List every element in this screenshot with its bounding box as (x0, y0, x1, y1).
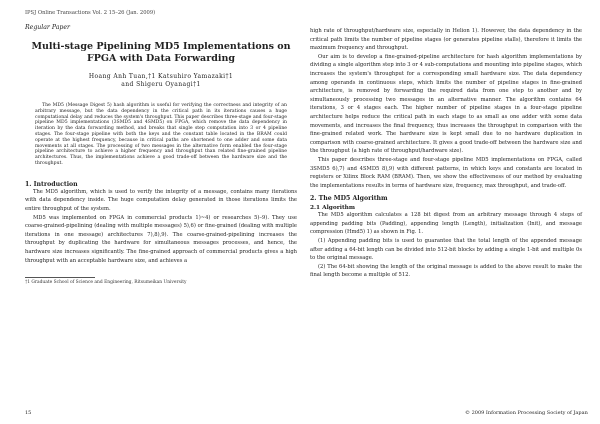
body-paragraph-1: high rate of throughput/hardware size, especially in Helion 1). However, the data dependency in the critical path limits the number of pipeline stages (or generates pipeline stalls), therefore it limits the maximum frequency and throughput. (310, 28, 582, 52)
paper-title: Multi-stage Pipelining MD5 Implementations on FPGA with Data Forwarding (31, 41, 291, 64)
intro-paragraph-2: MD5 was implemented on FPGA in commercial products 1)~4) or researches 5)–9). They use coarse-grained-pipelining (dealing with multiple messages) 5),6) or fine-grained (dealing with multiple iterations in one message) architectures 7),8),9). The coarse-grained-pipelining increases the throughput by duplicating the hardware for simultaneous messages processes, and hence, the hardware size increases significantly. The fine-grained approach of commercial products gives a high throughput with an acceptable hardware size, and achieves a (25, 214, 297, 264)
section-1-heading: 1. Introduction (25, 180, 78, 188)
footnote: †1 Graduate School of Science and Engineering, Ritsumeikan University (25, 280, 187, 286)
right-column (310, 27, 582, 280)
author-list (25, 73, 297, 89)
section-2-heading: 2. The MD5 Algorithm (310, 195, 388, 203)
subsection-2-1-heading: 2.1 Algorithm (310, 205, 356, 212)
intro-paragraph-1: The MD5 algorithm, which is used to verify the integrity of a message, contains many iterations with data dependency inside. The huge computation delay generated in those iterations limits the entire throughput of the system. (25, 188, 297, 212)
author-line-2: and Shigeru Oyanagi†1 (121, 81, 201, 88)
copyright-notice: © 2009 Information Processing Society of Japan (465, 410, 588, 416)
algorithm-paragraph-1: The MD5 algorithm calculates a 128 bit digest from an arbitrary message through 4 steps of appending padding bits (Padding), appending length (Length), initialization (Init), and message compression (Hmd5) 1) as shown in Fig. 1. (310, 212, 582, 236)
footnote-divider (25, 277, 95, 278)
paper-category: Regular Paper (25, 24, 71, 31)
journal-header: IPSJ Online Transactions Vol. 2 15–26 (Jan. 2009) (25, 10, 156, 16)
abstract: The MD5 (Message Digest 5) hash algorithm is useful for verifying the correctness and integrity of an arbitrary message, but the data dependency in the critical path in its iterations causes a huge computational delay and reduces the system's throughput. This paper describes three-stage and four-stage pipeline MD5 implementations (3SMD5 and 4SMD5) on FPGA, which remove the data dependency in iteration by the data forwarding method, and breaks that single step computation into 3 or 4 pipeline stages. The four-stage pipeline with both the keys and the constant table located in the BRAM could operate at the highest frequency, because in critical paths are shortened to one adder and some data movements at all stages. The processing of two messages in the alternative form enabled the four-stage pipeline architecture to achieve a higher frequency and throughput than related fine-grained pipeline architectures. Thus, the implementations achieve a good trade-off between the hardware size and the throughput. (35, 103, 287, 166)
author-line-1: Hoang Anh Tuan,†1 Katsuhiro Yamazaki†1 (88, 73, 234, 80)
body-paragraph-2: Our aim is to develop a fine-grained-pipeline architecture for hash algorithm implementations by dividing a single algorithm step into 3 or 4 sub-computations and mounting into pipeline stages, which increases the system's throughput for a corresponding small hardware size. The data dependency among operands in continuous steps, which limits the number of pipeline stages in fine-grained architecture, is removed by forwarding the required data from one step to another and by simultaneously processing two messages in an alternative manner. The algorithm contains 64 iterations, 3 or 4 stages each. The higher number of pipeline stages in a four-stage pipeline architecture helps reduce the critical path in each stage to as small as one adder with some data movements, and increases the final frequency, thus increases the throughput in comparison with the fine-grained related work. The hardware size is kept small due to no hardware duplication in comparison with coarse-grained architecture. It gives a good trade-off between the hardware size and the throughput (a high rate of throughput/hardware size). (310, 53, 582, 155)
left-column (25, 10, 297, 285)
body-paragraph-3: This paper describes three-stage and four-stage pipeline MD5 implementations on FPGA, called 3SMD5 6),7) and 4SMD5 8),9) with different patterns, in which keys and constants are located in registers or Xilinx Block RAM (BRAM). Then, we show the effectiveness of our method by evaluating the implementations results in terms of hardware size, frequency, max throughput, and trade-off. (310, 156, 582, 189)
algorithm-paragraph-2: (1) Appending padding bits is used to guarantee that the total length of the appended message after adding a 64-bit length can be divided into 512-bit blocks by adding a single 1-bit and multiple 0s to the original message. (310, 238, 582, 262)
page-number: 15 (25, 410, 32, 416)
algorithm-paragraph-3: (2) The 64-bit showing the length of the original message is added to the above result to make the final length become a multiple of 512. (310, 263, 582, 279)
